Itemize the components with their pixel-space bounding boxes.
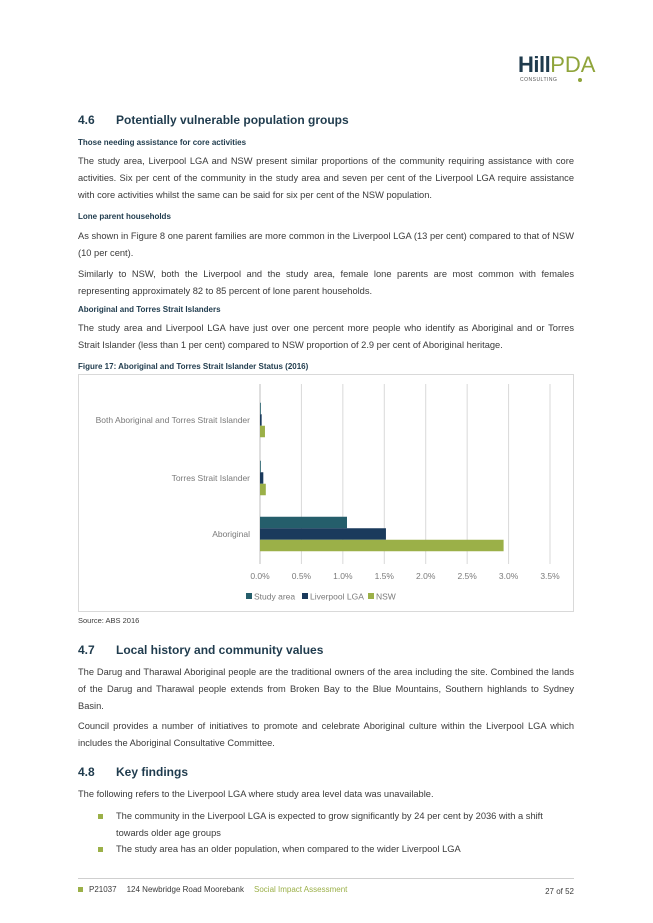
section-4-6-heading xyxy=(78,113,349,127)
section-number: 4.6 xyxy=(78,113,95,127)
figure-caption: Figure 17: Aboriginal and Torres Strait Islander Status (2016) xyxy=(78,362,309,371)
subheading-aboriginal: Aboriginal and Torres Strait Islanders xyxy=(78,305,221,314)
bullet-square-icon xyxy=(98,814,103,819)
bar xyxy=(260,403,261,415)
section-4-8-heading xyxy=(78,765,188,779)
category-label: Aboriginal xyxy=(212,529,250,539)
footer-address: 124 Newbridge Road Moorebank xyxy=(126,885,244,894)
x-tick-label: 2.0% xyxy=(416,571,436,581)
paragraph-local-history-1: The Darug and Tharawal Aboriginal people are the traditional owners of the area including the site. Combined the lands of the Darug and Tharawal people extends from Broken Bay to the Blue Mountains, Southern highlands to Sydney Basin. xyxy=(78,667,574,711)
x-tick-label: 1.0% xyxy=(333,571,353,581)
section-title: Potentially vulnerable population groups xyxy=(116,113,349,127)
logo-hill-text: Hill xyxy=(518,52,551,77)
paragraph-aboriginal: The study area and Liverpool LGA have just over one percent more people who identify as Aboriginal and or Torres Strait Islander (less than 1 per cent) compared to NSW proportion of 2.9 per cent of Aboriginal heritage. xyxy=(78,323,574,350)
bar xyxy=(260,472,263,484)
section-title: Local history and community values xyxy=(116,643,324,657)
legend-swatch xyxy=(302,593,308,599)
x-tick-label: 0.5% xyxy=(291,571,312,581)
paragraph-lone-parent-2: Similarly to NSW, both the Liverpool and the study area, female lone parents are most common with females representing approximately 82 to 85 percent of lone parent households. xyxy=(78,269,574,296)
legend-swatch xyxy=(246,593,252,599)
bar xyxy=(260,484,266,496)
hillpda-logo xyxy=(518,52,610,84)
footer-page-number: 27 of 52 xyxy=(545,887,574,896)
logo-pda-text: PDA xyxy=(550,52,596,77)
x-tick-label: 3.0% xyxy=(498,571,519,581)
bar xyxy=(260,540,504,552)
footer-document-title: Social Impact Assessment xyxy=(254,885,348,894)
category-label: Both Aboriginal and Torres Strait Islander xyxy=(95,415,250,425)
legend-swatch xyxy=(368,593,374,599)
logo-dot-icon xyxy=(578,78,582,82)
subheading-lone-parent: Lone parent households xyxy=(78,212,171,221)
bullet-text: The study area has an older population, when compared to the wider Liverpool LGA xyxy=(116,844,461,854)
legend-label: NSW xyxy=(376,591,396,602)
footer-left xyxy=(78,885,347,894)
logo-subtitle: CONSULTING xyxy=(520,77,558,83)
footer-divider xyxy=(78,878,574,879)
x-tick-label: 1.5% xyxy=(374,571,394,581)
x-tick-label: 0.0% xyxy=(250,571,270,581)
subheading-core-activities: Those needing assistance for core activities xyxy=(78,138,247,147)
bar xyxy=(260,414,262,426)
paragraph-lone-parent-1: As shown in Figure 8 one parent families are more common in the Liverpool LGA (13 per cent) compared to that of NSW (10 per cent). xyxy=(78,231,574,258)
bar xyxy=(260,426,265,438)
bullet-square-icon xyxy=(98,847,103,852)
section-title: Key findings xyxy=(116,765,189,779)
bar xyxy=(260,461,261,473)
section-number: 4.8 xyxy=(78,765,95,779)
bullet-text: The community in the Liverpool LGA is expected to grow significantly by 24 per cent by 2036 with a shift towards older age groups xyxy=(116,811,543,838)
key-finding-bullet xyxy=(116,808,574,842)
aboriginal-status-chart xyxy=(78,374,574,612)
section-number: 4.7 xyxy=(78,643,95,657)
x-tick-label: 3.5% xyxy=(540,571,560,581)
x-tick-label: 2.5% xyxy=(457,571,477,581)
key-finding-bullet xyxy=(116,841,574,858)
paragraph-core-activities: The study area, Liverpool LGA and NSW present similar proportions of the community requiring assistance with core activities. Six per cent of the community in the study area and seven per cent of the Liverpool LGA require assistance with core activities whilst the same can be said for six per cent of the NSW population. xyxy=(78,156,574,200)
category-label: Torres Strait Islander xyxy=(171,473,250,483)
paragraph-local-history-2: Council provides a number of initiatives to promote and celebrate Aboriginal culture within the Liverpool LGA which includes the Aboriginal Consultative Committee. xyxy=(78,721,574,748)
footer-square-icon xyxy=(78,887,83,892)
bar xyxy=(260,517,347,529)
source-note: Source: ABS 2016 xyxy=(78,616,140,625)
paragraph-key-findings-intro: The following refers to the Liverpool LGA where study area level data was unavailable. xyxy=(78,789,434,799)
section-4-7-heading xyxy=(78,643,323,657)
footer-project-code: P21037 xyxy=(89,885,117,894)
legend-label: Liverpool LGA xyxy=(310,591,364,602)
legend-label: Study area xyxy=(254,591,296,602)
bar xyxy=(260,528,386,540)
